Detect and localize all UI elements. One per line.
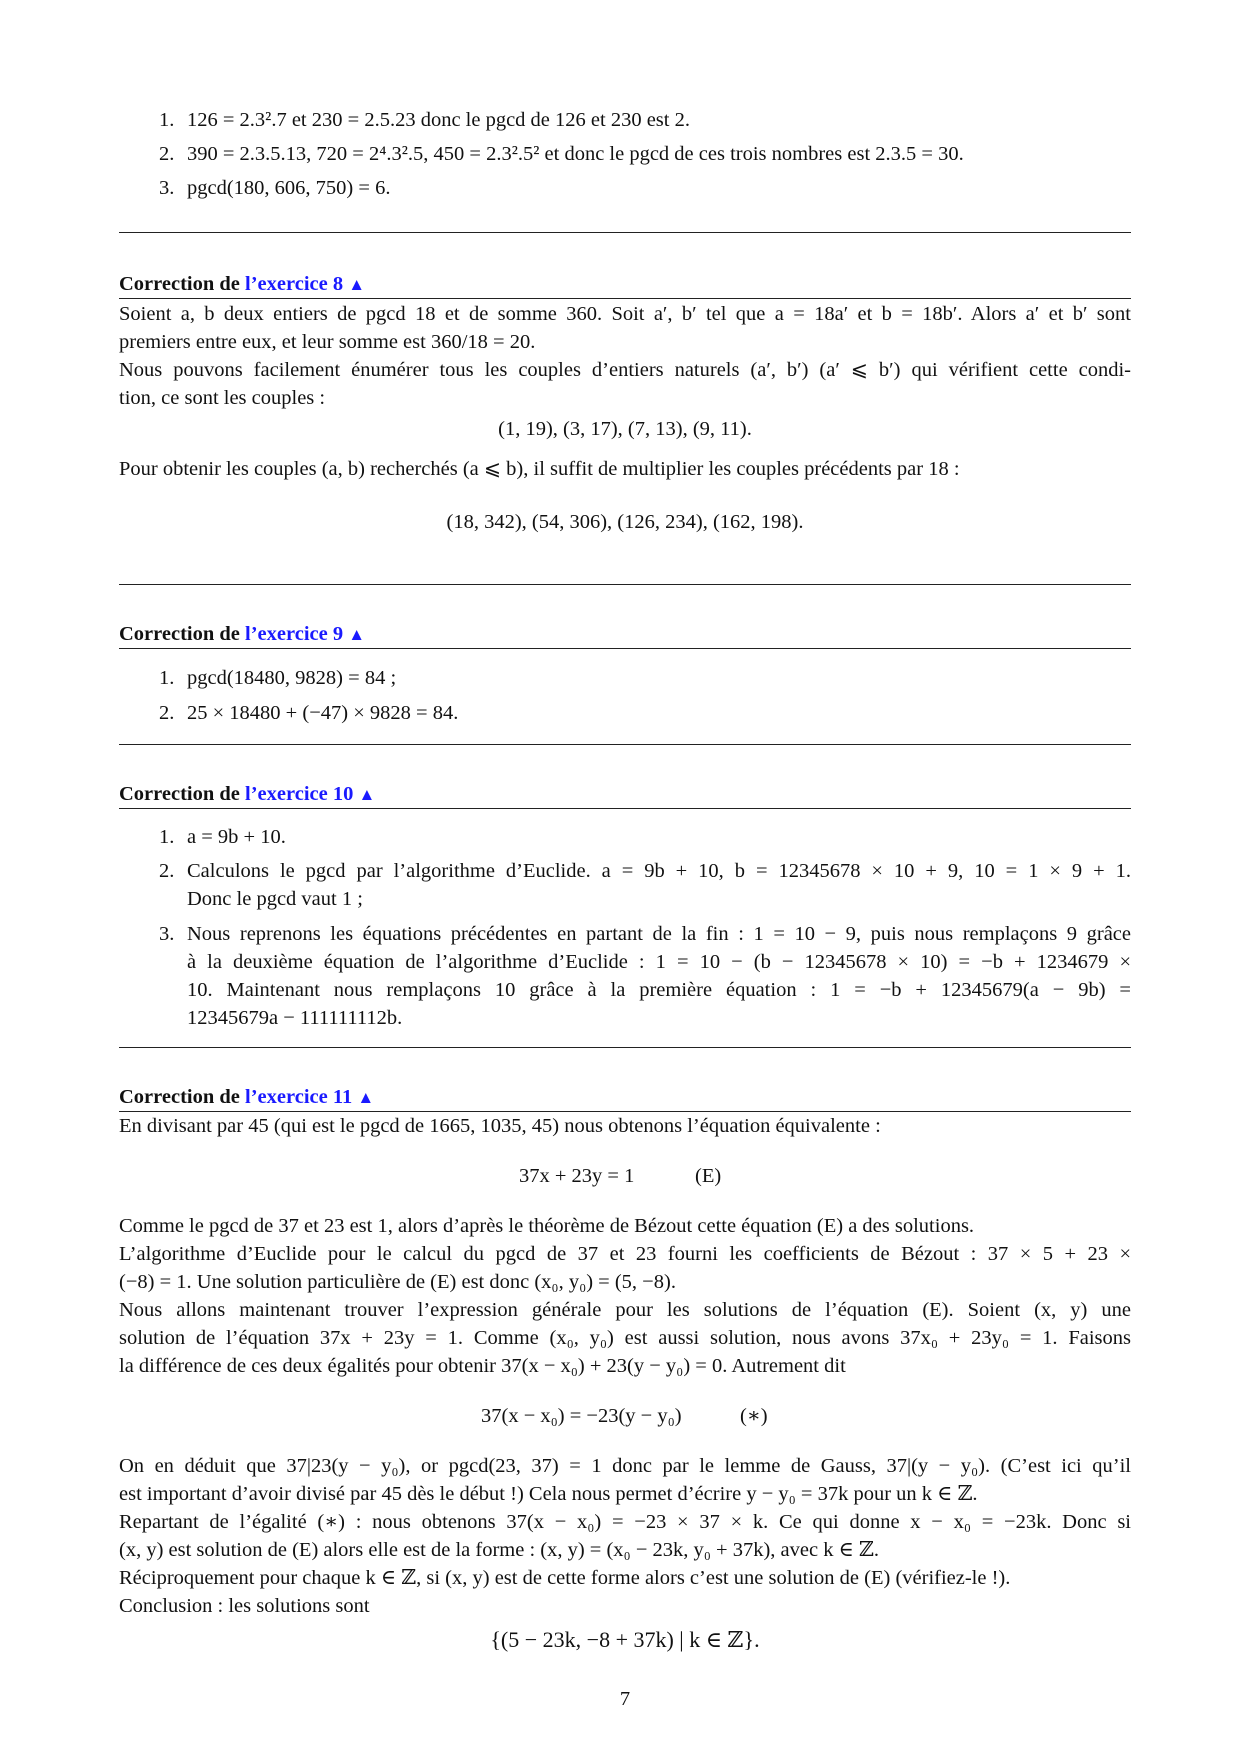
list-text: 25 × 18480 + (−47) × 9828 = 84. [187,702,459,724]
heading-prefix: Correction de [119,273,246,295]
equation-couples-scaled: (18, 342), (54, 306), (126, 234), (162, 198). [446,511,804,533]
list-text: pgcd(18480, 9828) = 84 ; [187,667,397,689]
heading-exercise-11 [119,1083,374,1112]
paragraph-line: Soient a, b deux entiers de pgcd 18 et de somme 360. Soit a′, b′ tel que a = 18a′ et b = 18b′. Alors a′ et b′ sont [119,303,1131,325]
exercise-9-link[interactable]: l’exercice 9 [245,623,344,645]
heading-prefix: Correction de [119,1086,246,1108]
up-arrow-icon[interactable]: ▲ [357,1088,375,1107]
exercise-10-link[interactable]: l’exercice 10 [245,783,354,805]
exercise-11-link[interactable]: l’exercice 11 [245,1086,353,1108]
up-arrow-icon[interactable]: ▲ [348,275,366,294]
list-text: 126 = 2.3².7 et 230 = 2.5.23 donc le pgcd de 126 et 230 est 2. [187,109,690,131]
paragraph-line: En divisant par 45 (qui est le pgcd de 1665, 1035, 45) nous obtenons l’équation équivalente : [119,1115,881,1137]
equation-E: 37x + 23y = 1 [519,1165,635,1187]
list-text: Donc le pgcd vaut 1 ; [187,888,363,910]
paragraph-line: On en déduit que 37|23(y − y₀), or pgcd(23, 37) = 1 donc par le lemme de Gauss, 37|(y − y₀). (C’est ici qu’il [119,1455,1131,1477]
paragraph-line: Repartant de l’égalité (∗) : nous obtenons 37(x − x₀) = −23 × 37 × k. Ce qui donne x − x₀ = −23k. Donc si [119,1511,1131,1533]
paragraph-line: la différence de ces deux égalités pour obtenir 37(x − x₀) + 23(y − y₀) = 0. Autrement dit [119,1355,846,1377]
paragraph-line: Pour obtenir les couples (a, b) recherchés (a ⩽ b), il suffit de multiplier les couples précédents par 18 : [119,458,960,480]
equation-star: 37(x − x₀) = −23(y − y₀) [481,1405,682,1427]
heading-prefix: Correction de [119,623,246,645]
list-number: 3. [159,923,175,945]
equation-couples: (1, 19), (3, 17), (7, 13), (9, 11). [498,418,752,440]
list-number: 2. [159,860,175,882]
heading-underline [119,808,1131,809]
paragraph-line: Comme le pgcd de 37 et 23 est 1, alors d’après le théorème de Bézout cette équation (E) a des solutions. [119,1215,975,1237]
equation-star-tag: (∗) [740,1405,768,1427]
solution-set: {(5 − 23k, −8 + 37k) | k ∈ ℤ}. [490,1627,760,1652]
paragraph-line: (−8) = 1. Une solution particulière de (E) est donc (x₀, y₀) = (5, −8). [119,1271,676,1293]
paragraph-line: Conclusion : les solutions sont [119,1595,370,1617]
paragraph-line: Nous allons maintenant trouver l’expression générale pour les solutions de l’équation (E). Soient (x, y) une [119,1299,1131,1321]
up-arrow-icon[interactable]: ▲ [348,625,366,644]
equation-E-tag: (E) [695,1165,722,1187]
section-divider [119,1047,1131,1048]
heading-underline [119,648,1131,649]
heading-underline [119,298,1131,299]
list-text: 10. Maintenant nous remplaçons 10 grâce à la première équation : 1 = −b + 12345679(a − 9b) = [187,979,1131,1001]
paragraph-line: est important d’avoir divisé par 45 dès le début !) Cela nous permet d’écrire y − y₀ = 37k pour un k ∈ ℤ. [119,1483,978,1505]
section-divider [119,744,1131,745]
list-text: pgcd(180, 606, 750) = 6. [187,177,391,199]
list-number: 1. [159,667,175,689]
list-text: 390 = 2.3.5.13, 720 = 2⁴.3².5, 450 = 2.3².5² et donc le pgcd de ces trois nombres est 2.3.5 = 30. [187,143,964,165]
list-number: 2. [159,702,175,724]
paragraph-line: tion, ce sont les couples : [119,387,326,409]
paragraph-line: Réciproquement pour chaque k ∈ ℤ, si (x, y) est de cette forme alors c’est une solution de (E) (vérifiez-le !). [119,1567,1011,1589]
paragraph-line: (x, y) est solution de (E) alors elle est de la forme : (x, y) = (x₀ − 23k, y₀ + 37k), avec k ∈ ℤ. [119,1539,879,1561]
list-number: 1. [159,109,175,131]
list-number: 3. [159,177,175,199]
list-text: Calculons le pgcd par l’algorithme d’Euclide. a = 9b + 10, b = 12345678 × 10 + 9, 10 = 1 × 9 + 1. [187,860,1131,882]
paragraph-line: premiers entre eux, et leur somme est 360/18 = 20. [119,331,536,353]
paragraph-line: L’algorithme d’Euclide pour le calcul du pgcd de 37 et 23 fourni les coefficients de Bézout : 37 × 5 + 23 × [119,1243,1131,1265]
list-number: 2. [159,143,175,165]
paragraph-line: solution de l’équation 37x + 23y = 1. Comme (x₀, y₀) est aussi solution, nous avons 37x₀ + 23y₀ = 1. Faisons [119,1327,1131,1349]
list-text: Nous reprenons les équations précédentes en partant de la fin : 1 = 10 − 9, puis nous remplaçons 9 grâce [187,923,1131,945]
paragraph-line: Nous pouvons facilement énumérer tous les couples d’entiers naturels (a′, b′) (a′ ⩽ b′) qui vérifient cette condi- [119,359,1131,381]
section-divider [119,232,1131,233]
list-number: 1. [159,826,175,848]
page-number: 7 [619,1688,631,1710]
up-arrow-icon[interactable]: ▲ [358,785,376,804]
list-text: a = 9b + 10. [187,826,286,848]
list-text: à la deuxième équation de l’algorithme d’Euclide : 1 = 10 − (b − 12345678 × 10) = −b + 1234679 × [187,951,1131,973]
heading-exercise-8 [119,270,365,299]
heading-prefix: Correction de [119,783,246,805]
section-divider [119,584,1131,585]
exercise-8-link[interactable]: l’exercice 8 [245,273,344,295]
heading-exercise-10 [119,780,375,809]
heading-exercise-9 [119,620,365,649]
list-text: 12345679a − 111111112b. [187,1007,403,1029]
